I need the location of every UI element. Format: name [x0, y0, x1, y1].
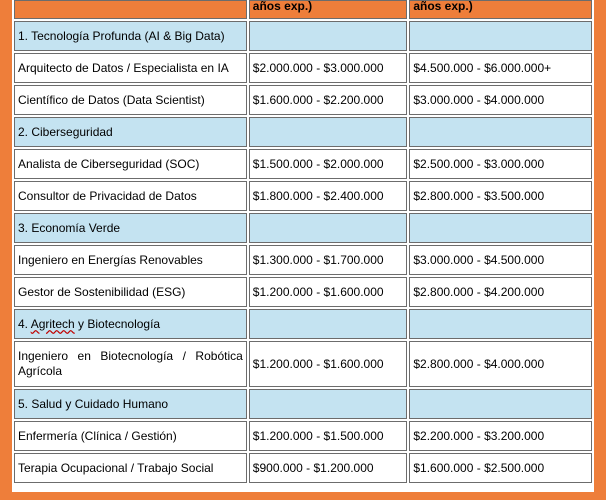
page-border-bottom	[0, 492, 606, 500]
salary-range-2: $2.200.000 - $3.200.000	[409, 421, 592, 451]
salary-range-1: $2.000.000 - $3.000.000	[249, 53, 408, 83]
table-row	[14, 85, 592, 115]
salary-range-2: $2.800.000 - $3.500.000	[409, 181, 592, 211]
table-row	[14, 453, 592, 483]
table-row	[14, 53, 592, 83]
salary-range-1: $1.600.000 - $2.200.000	[249, 85, 408, 115]
header-text-col2: años exp.)	[252, 0, 313, 13]
category-row	[14, 213, 592, 243]
category-empty-cell	[249, 117, 408, 147]
table-row	[14, 245, 592, 275]
category-suffix: y Biotecnología	[74, 316, 161, 331]
category-row	[14, 21, 592, 51]
category-empty-cell	[249, 21, 408, 51]
table-row	[14, 181, 592, 211]
header-cell-role	[14, 0, 247, 19]
role-label: Enfermería (Clínica / Gestión)	[14, 421, 247, 451]
table-row	[14, 341, 592, 387]
category-prefix: 4.	[18, 316, 31, 331]
header-cell-senior	[409, 0, 592, 19]
category-empty-cell	[249, 389, 408, 419]
salary-range-2: $3.000.000 - $4.000.000	[409, 85, 592, 115]
header-cell-junior	[249, 0, 408, 19]
table-row	[14, 277, 592, 307]
spellcheck-word: Agritech	[30, 316, 75, 331]
salary-table	[12, 0, 594, 485]
header-text-col3: años exp.)	[413, 0, 473, 13]
category-empty-cell	[249, 213, 408, 243]
category-label: 2. Ciberseguridad	[14, 117, 247, 147]
category-empty-cell	[409, 389, 592, 419]
category-empty-cell	[409, 309, 592, 339]
page-border-left	[0, 0, 12, 500]
salary-range-1: $1.200.000 - $1.500.000	[249, 421, 408, 451]
category-empty-cell	[249, 309, 408, 339]
category-label: 5. Salud y Cuidado Humano	[14, 389, 247, 419]
role-label: Analista de Ciberseguridad (SOC)	[14, 149, 247, 179]
category-label: 3. Economía Verde	[14, 213, 247, 243]
page-border-right	[594, 0, 606, 500]
role-label: Ingeniero en Biotecnología / Robótica Agrícola	[14, 341, 247, 387]
salary-range-2: $2.800.000 - $4.200.000	[409, 277, 592, 307]
category-label	[14, 309, 247, 339]
role-label: Consultor de Privacidad de Datos	[14, 181, 247, 211]
category-empty-cell	[409, 213, 592, 243]
role-label: Arquitecto de Datos / Especialista en IA	[14, 53, 247, 83]
table-header-row	[14, 0, 592, 19]
category-row	[14, 117, 592, 147]
salary-range-1: $1.300.000 - $1.700.000	[249, 245, 408, 275]
salary-range-1: $1.800.000 - $2.400.000	[249, 181, 408, 211]
role-label: Ingeniero en Energías Renovables	[14, 245, 247, 275]
salary-range-1: $1.500.000 - $2.000.000	[249, 149, 408, 179]
category-row	[14, 389, 592, 419]
salary-range-1: $900.000 - $1.200.000	[249, 453, 408, 483]
table-row	[14, 421, 592, 451]
salary-range-1: $1.200.000 - $1.600.000	[249, 341, 408, 387]
salary-range-2: $3.000.000 - $4.500.000	[409, 245, 592, 275]
salary-range-2: $4.500.000 - $6.000.000+	[409, 53, 592, 83]
category-row	[14, 309, 592, 339]
salary-range-1: $1.200.000 - $1.600.000	[249, 277, 408, 307]
table-row	[14, 149, 592, 179]
role-label: Gestor de Sostenibilidad (ESG)	[14, 277, 247, 307]
role-label: Científico de Datos (Data Scientist)	[14, 85, 247, 115]
category-label: 1. Tecnología Profunda (AI & Big Data)	[14, 21, 247, 51]
category-empty-cell	[409, 117, 592, 147]
category-empty-cell	[409, 21, 592, 51]
salary-range-2: $2.800.000 - $4.000.000	[409, 341, 592, 387]
role-label: Terapia Ocupacional / Trabajo Social	[14, 453, 247, 483]
salary-range-2: $2.500.000 - $3.000.000	[409, 149, 592, 179]
salary-range-2: $1.600.000 - $2.500.000	[409, 453, 592, 483]
